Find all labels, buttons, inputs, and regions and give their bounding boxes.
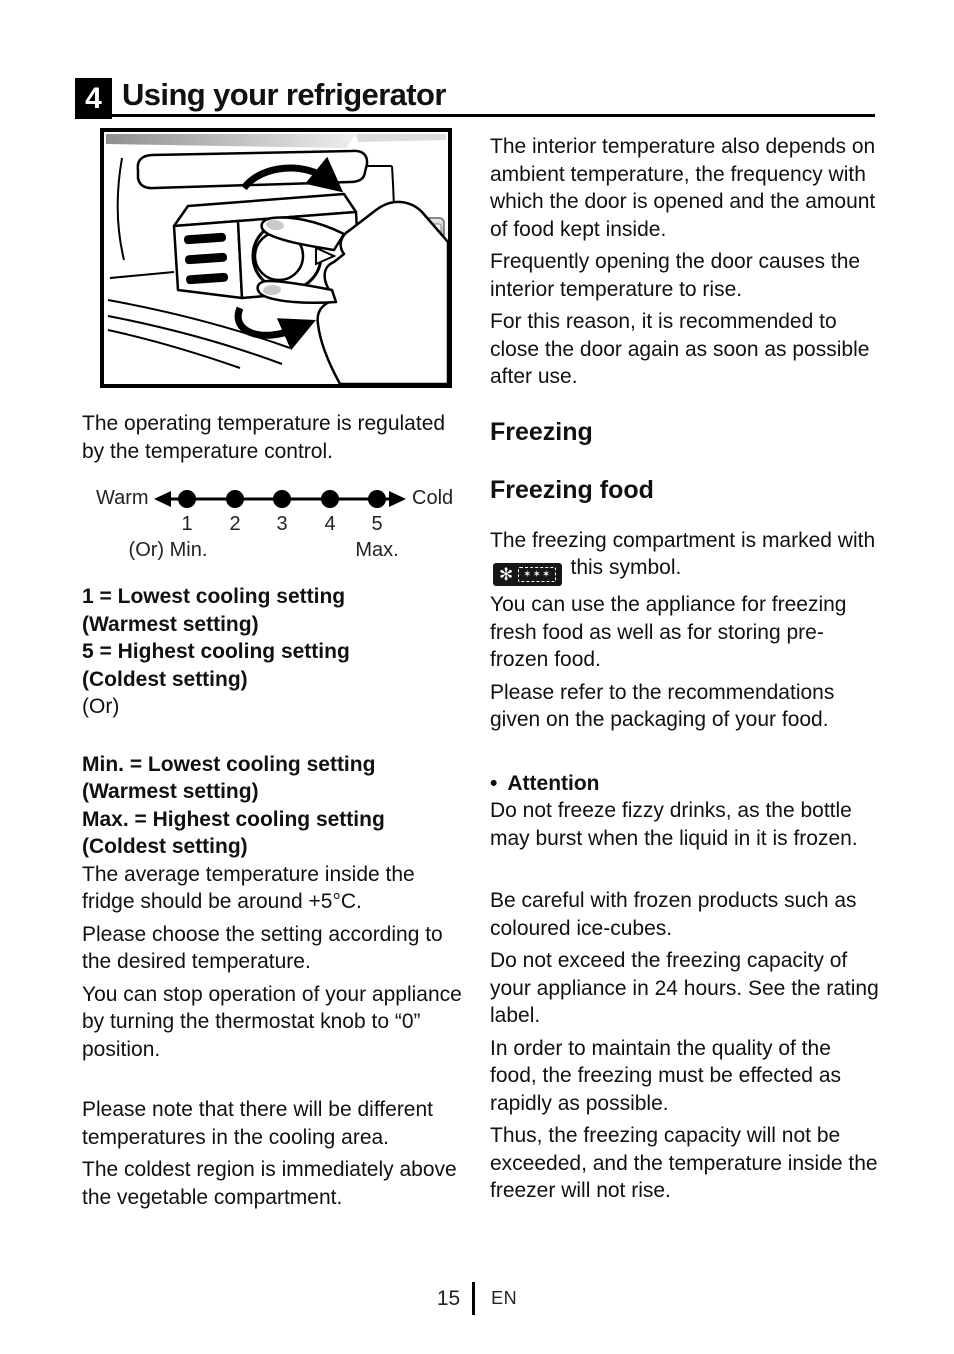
paragraph: Do not freeze fizzy drinks, as the bottle may burst when the liquid in it is frozen. xyxy=(490,799,858,850)
paragraph: For this reason, it is recommended to close the door again as soon as possible after use. xyxy=(490,310,870,388)
paragraph: The coldest region is immediately above the vegetable compartment. xyxy=(82,1158,457,1209)
sentence-after-symbol: this symbol. xyxy=(570,556,682,579)
paragraph: Frequently opening the door causes the interior temperature to rise. xyxy=(490,250,861,301)
big-star-glyph: ✻ xyxy=(499,565,514,584)
right-arrowhead-icon xyxy=(389,491,406,507)
legend-line: (Warmest setting) xyxy=(82,612,259,636)
heading-freezing-food: Freezing food xyxy=(490,475,654,504)
rotate-arrow-bottom-icon xyxy=(238,308,298,335)
attention-heading xyxy=(490,770,880,798)
paragraph: Please choose the setting according to the desired temperature. xyxy=(82,922,443,973)
chapter-number-badge xyxy=(75,78,112,119)
paragraph: In order to maintain the quality of the food, the freezing must be effected as rapidly as possible. xyxy=(490,1036,842,1115)
paragraph: The operating temperature is regulated by the temperature control. xyxy=(82,412,446,463)
freezer-4-star-icon xyxy=(493,563,562,586)
scale-dot xyxy=(321,490,339,508)
scale-dot xyxy=(178,490,196,508)
scale-dot xyxy=(226,490,244,508)
page-number: 15 xyxy=(436,1286,461,1310)
legend-line: (Coldest setting) xyxy=(82,835,248,858)
paragraph: Do not exceed the freezing capacity of your appliance in 24 hours. See the rating label. xyxy=(490,949,879,1027)
scale-number: 3 xyxy=(276,513,288,535)
spacer xyxy=(82,1068,468,1096)
scale-dot xyxy=(368,490,386,508)
paragraph: Be careful with frozen products such as coloured ice-cubes. xyxy=(490,889,857,940)
footer-divider xyxy=(472,1282,475,1315)
legend-line: Min. = Lowest cooling setting xyxy=(82,752,376,776)
freezer-symbol-sentence xyxy=(490,527,880,587)
legend-line: 5 = Highest cooling setting xyxy=(82,640,350,663)
scale-number: 2 xyxy=(229,513,241,535)
legend-line: (Coldest setting) xyxy=(82,667,248,691)
small-stars-box: ✶✶✶ xyxy=(518,567,555,582)
paragraph: You can stop operation of your appliance by turning the thermostat knob to “0” position. xyxy=(82,982,462,1061)
legend-line: (Warmest setting) xyxy=(82,780,259,803)
paragraph: Please refer to the recommendations given on the packaging of your food. xyxy=(490,680,835,731)
or-label: (Or) xyxy=(82,695,120,718)
paragraph: Thus, the freezing capacity will not be exceeded, and the temperature inside the freezer will not rise. xyxy=(490,1124,878,1202)
scale-number: 5 xyxy=(371,513,383,535)
vent-slots xyxy=(184,233,229,285)
left-arrowhead-icon xyxy=(154,491,171,507)
scale-arrow-line xyxy=(154,487,406,511)
legend-line: Max. = Highest cooling setting xyxy=(82,807,385,831)
title-rule xyxy=(112,114,875,117)
hand-illustration xyxy=(258,202,448,384)
sentence-before-symbol: The freezing compartment is marked with xyxy=(490,528,876,552)
left-column xyxy=(82,410,468,1216)
paragraph: Please note that there will be different temperatures in the cooling area. xyxy=(82,1098,434,1149)
heading-freezing: Freezing xyxy=(490,417,593,446)
scale-number: 4 xyxy=(324,513,336,535)
scale-cold-label: Cold xyxy=(412,487,454,509)
scale-dot xyxy=(273,490,291,508)
minmax-settings-legend xyxy=(82,751,468,861)
paragraph: You can use the appliance for freezing fresh food as well as for storing pre-frozen food. xyxy=(490,593,847,671)
right-column xyxy=(490,133,880,1210)
numeric-settings-legend xyxy=(82,583,468,693)
legend-line: 1 = Lowest cooling setting xyxy=(82,585,346,608)
scale-max-label: Max. xyxy=(355,539,399,561)
page-footer xyxy=(0,1282,954,1315)
paragraph: The average temperature inside the fridge should be around +5°C. xyxy=(82,862,415,913)
thermostat-illustration xyxy=(100,128,452,388)
page-title: Using your refrigerator xyxy=(122,77,446,112)
spacer xyxy=(490,857,880,887)
scale-number: 1 xyxy=(181,513,193,535)
scale-min-label: (Or) Min. xyxy=(128,539,208,561)
chapter-number: 4 xyxy=(85,81,102,115)
thermostat-illustration-svg xyxy=(104,132,448,384)
temperature-scale-diagram xyxy=(82,485,468,563)
language-label: EN xyxy=(491,1288,518,1308)
bullet-icon: • xyxy=(490,771,498,795)
paragraph: The interior temperature also depends on ambient temperature, the frequency with which the door is opened and the amount of food kept inside. xyxy=(490,135,876,241)
attention-label: Attention xyxy=(507,771,600,795)
scale-warm-label: Warm xyxy=(96,487,149,509)
